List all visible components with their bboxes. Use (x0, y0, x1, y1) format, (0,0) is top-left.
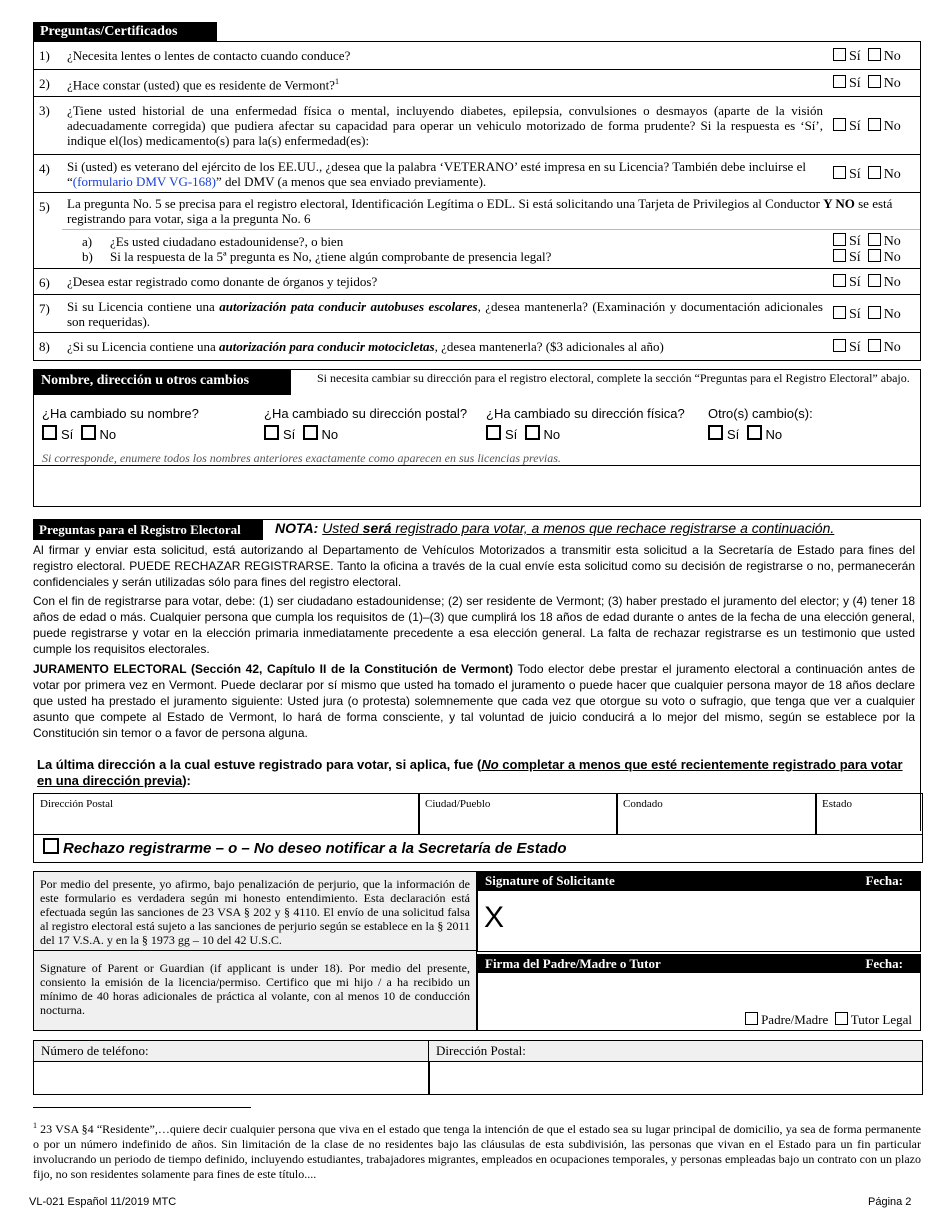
yes-checkbox[interactable] (833, 118, 846, 131)
no-checkbox[interactable] (81, 425, 96, 440)
question-row-6: 6) ¿Desea estar registrado como donante de órganos y tejidos? Sí No (34, 269, 921, 295)
yes-checkbox[interactable] (264, 425, 279, 440)
change-item-physical: ¿Ha cambiado su dirección física? Sí No (486, 406, 685, 442)
last-address-postal-field[interactable]: Dirección Postal (33, 793, 420, 835)
applicant-signature-header: Signature of Solicitante Fecha: (477, 871, 921, 891)
question-row-5-sub: a) ¿Es usted ciudadano estadounidense?, o bien b) Si la respuesta de la 5ª pregunta es No, ¿tiene algún comprobante de presencia legal? Sí No Sí No (34, 230, 921, 269)
no-checkbox[interactable] (525, 425, 540, 440)
no-checkbox[interactable] (868, 48, 881, 61)
no-checkbox[interactable] (868, 75, 881, 88)
yes-checkbox[interactable] (708, 425, 723, 440)
question-number: 2) (34, 70, 63, 97)
no-checkbox[interactable] (868, 339, 881, 352)
voter-paragraph-1: Al firmar y enviar esta solicitud, está autorizando al Departamento de Vehículos Motorizados a transmitir esta solicitud a la Secretaría de Estado para fines del registro electoral. PUEDE RECHAZAR REGISTRARSE. Tanto la oficina a través de la cual envíe esta solicitud como su decisión de registrarse o no, permanecerán confidenciales y serán utilizadas sólo para fines del registro electoral. (33, 543, 915, 589)
parent-checkbox[interactable] (745, 1012, 758, 1025)
parent-signature-header: Firma del Padre/Madre o Tutor Fecha: (477, 954, 921, 973)
yes-checkbox[interactable] (833, 233, 846, 246)
question-text: ¿Necesita lentes o lentes de contacto cuando conduce? (62, 42, 828, 70)
signature-x-mark: X (484, 901, 505, 934)
yes-checkbox[interactable] (486, 425, 501, 440)
no-checkbox[interactable] (747, 425, 762, 440)
change-item-name: ¿Ha cambiado su nombre? Sí No (42, 406, 199, 442)
voter-paragraph-2: Con el fin de registrarse para votar, debe: (1) ser ciudadano estadounidense; (2) ser residente de Vermont; (3) haber prestado el juramento del elector; y (4) tener 18 años de edad o más. Cualquier persona que cumpla los requisitos de (1)–(3) que cumplirá los 18 años de edad durante o antes de la fecha de una elección general, puede registrarse y votar en la elección primaria inmediatamente precedente a esa elección general. La falta de rechazar registrarse es un testimonio que usted cumple los requisitos electorales. (33, 594, 915, 656)
last-address-state-field[interactable]: Estado (815, 793, 923, 835)
no-checkbox[interactable] (868, 118, 881, 131)
question-row-2: 2) ¿Hace constar (usted) que es residente de Vermont?$^1$ Sí No (34, 70, 921, 97)
yes-checkbox[interactable] (833, 75, 846, 88)
question-number: 8) (34, 333, 63, 361)
question-text: ¿Hace constar (usted) que es residente de Vermont? (67, 77, 335, 93)
decline-registration: Rechazo registrarme – o – No deseo notificar a la Secretaría de Estado (43, 838, 567, 857)
affirmation-text: Por medio del presente, yo afirmo, bajo penalización de perjurio, que la información de este formulario es verdadera según mi honesto entendimiento. Esta declaración está efectuada según las sanciones de 23 VSA § 202 y § 4110. El envío de una solicitud falsa al registro electoral está sujeto a las sanciones de perjurio según se establece en la § 2011 del 17 V.S.A. y en la § 1973 gg – 10 del 42 U.S.C. (33, 871, 477, 951)
question-number: 6) (34, 269, 63, 295)
last-address-city-field[interactable]: Ciudad/Pueblo (418, 793, 618, 835)
no-checkbox[interactable] (868, 306, 881, 319)
last-address-heading: La última dirección a la cual estuve registrado para votar, si aplica, fue (No completar a menos que esté recientemente registrado para votar en una dirección previa): (37, 757, 903, 788)
decline-checkbox[interactable] (43, 838, 59, 854)
footnote-ref: 1 (334, 76, 339, 86)
yes-checkbox[interactable] (42, 425, 57, 440)
question-row-4: 4) Si (usted) es veterano del ejército de los EE.UU., ¿desea que la palabra ‘VETERANO’ esté impresa en su Licencia? También debe incluirse el “(formulario DMV VG-168)” del DMV (a menos que sea enviado previamente). Sí No (34, 155, 921, 193)
change-item-postal: ¿Ha cambiado su dirección postal? Sí No (264, 406, 468, 442)
phone-field[interactable] (33, 1040, 430, 1095)
question-text: ¿Desea estar registrado como donante de órganos y tejidos? (62, 269, 828, 295)
question-row-3: 3) ¿Tiene usted historial de una enfermedad física o mental, incluyendo diabetes, epilepsia, convulsiones o desmayos (aparte de la visión adecuadamente corregida) que pudiera afectar su capacidad para operar un vehiculo motorizado de forma prudente? Si la respuesta es ‘Sí’, indique el(los) medicamento(s) para la(s) enfermedad(es): Sí No (34, 97, 921, 155)
parent-signature-field[interactable] (477, 973, 921, 1031)
question-number: 7) (34, 295, 63, 333)
change-item-other: Otro(s) cambio(s): Sí No (708, 406, 813, 442)
question-row-7: 7) Si su Licencia contiene una autorización pata conducir autobuses escolares, ¿desea mantenerla? (Examinación y documentación adicionales son requeridas). Sí No (34, 295, 921, 333)
question-number: 5) (34, 193, 63, 230)
question-row-8: 8) ¿Si su Licencia contiene una autorización para conducir motocicletas, ¿desea mantenerla? ($3 adicionales al año) Sí No (34, 333, 921, 361)
no-checkbox[interactable] (868, 249, 881, 262)
voter-note: NOTA: Usted será registrado para votar, a menos que rechace registrarse a continuación. (275, 520, 835, 536)
yes-checkbox[interactable] (833, 274, 846, 287)
question-text: ¿Tiene usted historial de una enfermedad física o mental, incluyendo diabetes, epilepsia, convulsiones o desmayos (aparte de la visión adecuadamente corregida) que pudiera afectar su capacidad para operar un vehiculo motorizado de forma prudente? Si la respuesta es ‘Sí’, indique el(los) medicamento(s) para la(s) enfermedad(es): (62, 97, 828, 155)
vg168-form-link[interactable]: (formulario DMV VG-168) (72, 173, 217, 189)
mailing-address-label: Dirección Postal: (429, 1041, 922, 1062)
footnote-divider (33, 1107, 251, 1108)
yes-checkbox[interactable] (833, 48, 846, 61)
no-checkbox[interactable] (303, 425, 318, 440)
question-row-5: 5) La pregunta No. 5 se precisa para el registro electoral, Identificación Legítima o EDL. Si está solicitando una Tarjeta de Privilegios al Conductor Y NO se está registrando para votar, siga a la pregunta No. 6 (34, 193, 921, 230)
no-checkbox[interactable] (868, 233, 881, 246)
voter-oath: JURAMENTO ELECTORAL (Sección 42, Capítulo II de la Constitución de Vermont) Todo elector debe prestar el juramento electoral a continuación antes de votar por primera vez en Vermont. Puede declarar por sí mismo que usted ha tomado el juramento o puede hacer que cualquier persona mayor de 18 años declare que usted ha prestado el juramento siguiente: Usted jura (o protesta) solemnemente que cada vez que otorgue su voto o sufragio, que tenga que ver a cualquier asunto que compete al Estado de Vermont, lo hará de forma consciente, y tal voluntad de juicio conducirá a lo mejor del mismo, según se establece por la Constitución sin temor o a favor de persona alguna. (33, 662, 916, 740)
question-number: 3) (34, 97, 63, 155)
questions-header: Preguntas/Certificados (33, 22, 217, 42)
name-changes-note: Si necesita cambiar su dirección para el registro electoral, complete la sección “Preguntas para el Registro Electoral” abajo. (317, 371, 910, 385)
phone-label: Número de teléfono: (34, 1041, 429, 1062)
no-checkbox[interactable] (868, 274, 881, 287)
page-number: Página 2 (868, 1196, 912, 1208)
guardian-type: Padre/Madre Tutor Legal (745, 1012, 912, 1028)
no-checkbox[interactable] (868, 166, 881, 179)
question-number: 1) (34, 42, 63, 70)
questions-table (33, 41, 921, 361)
voter-header: Preguntas para el Registro Electoral (33, 520, 263, 540)
yes-checkbox[interactable] (833, 166, 846, 179)
form-id: VL-021 Español 11/2019 MTC (29, 1196, 177, 1208)
previous-names-field[interactable] (33, 465, 921, 507)
question-number: 4) (34, 155, 63, 193)
previous-names-instruction: Si corresponde, enumere todos los nombres anteriores exactamente como aparecen en sus licencias previas. (42, 451, 561, 465)
mailing-address-field[interactable] (428, 1040, 923, 1095)
last-address-county-field[interactable]: Condado (616, 793, 817, 835)
name-changes-header: Nombre, dirección u otros cambios (33, 369, 291, 395)
question-row-1: 1) ¿Necesita lentes o lentes de contacto cuando conduce? Sí No (34, 42, 921, 70)
applicant-signature-field[interactable] (477, 891, 921, 952)
parent-consent-text: Signature of Parent or Guardian (if applicant is under 18). Por medio del presente, consiento la emisión de la licencia/permiso. Certifico que mi hijo / a ha recibido un mínimo de 40 horas adicionales de práctica al volante, con al menos 10 de conducción nocturna. (33, 951, 477, 1031)
footnote: $^1$ 23 VSA §4 “Residente”,…quiere decir cualquier persona que viva en el estado que tenga la intención de que el estado sea su lugar principal de domicilio, ya sea de forma permanente o por un número indefinido de años. Sin limitación de la clase de no residentes bajo las cláusulas de esta subdivisión, las personas que vivan en el Estado para un fin particular involucrando un periodo de tiempo definido, incluyendo estudiantes, trabajadores migrantes, empleados en ocupaciones temporales, y personas empleadas bajo un contrato con un plazo fijo, no son residentes solamente para fines de este título.... (33, 1121, 921, 1181)
yes-checkbox[interactable] (833, 306, 846, 319)
guardian-checkbox[interactable] (835, 1012, 848, 1025)
yes-checkbox[interactable] (833, 339, 846, 352)
yes-checkbox[interactable] (833, 249, 846, 262)
